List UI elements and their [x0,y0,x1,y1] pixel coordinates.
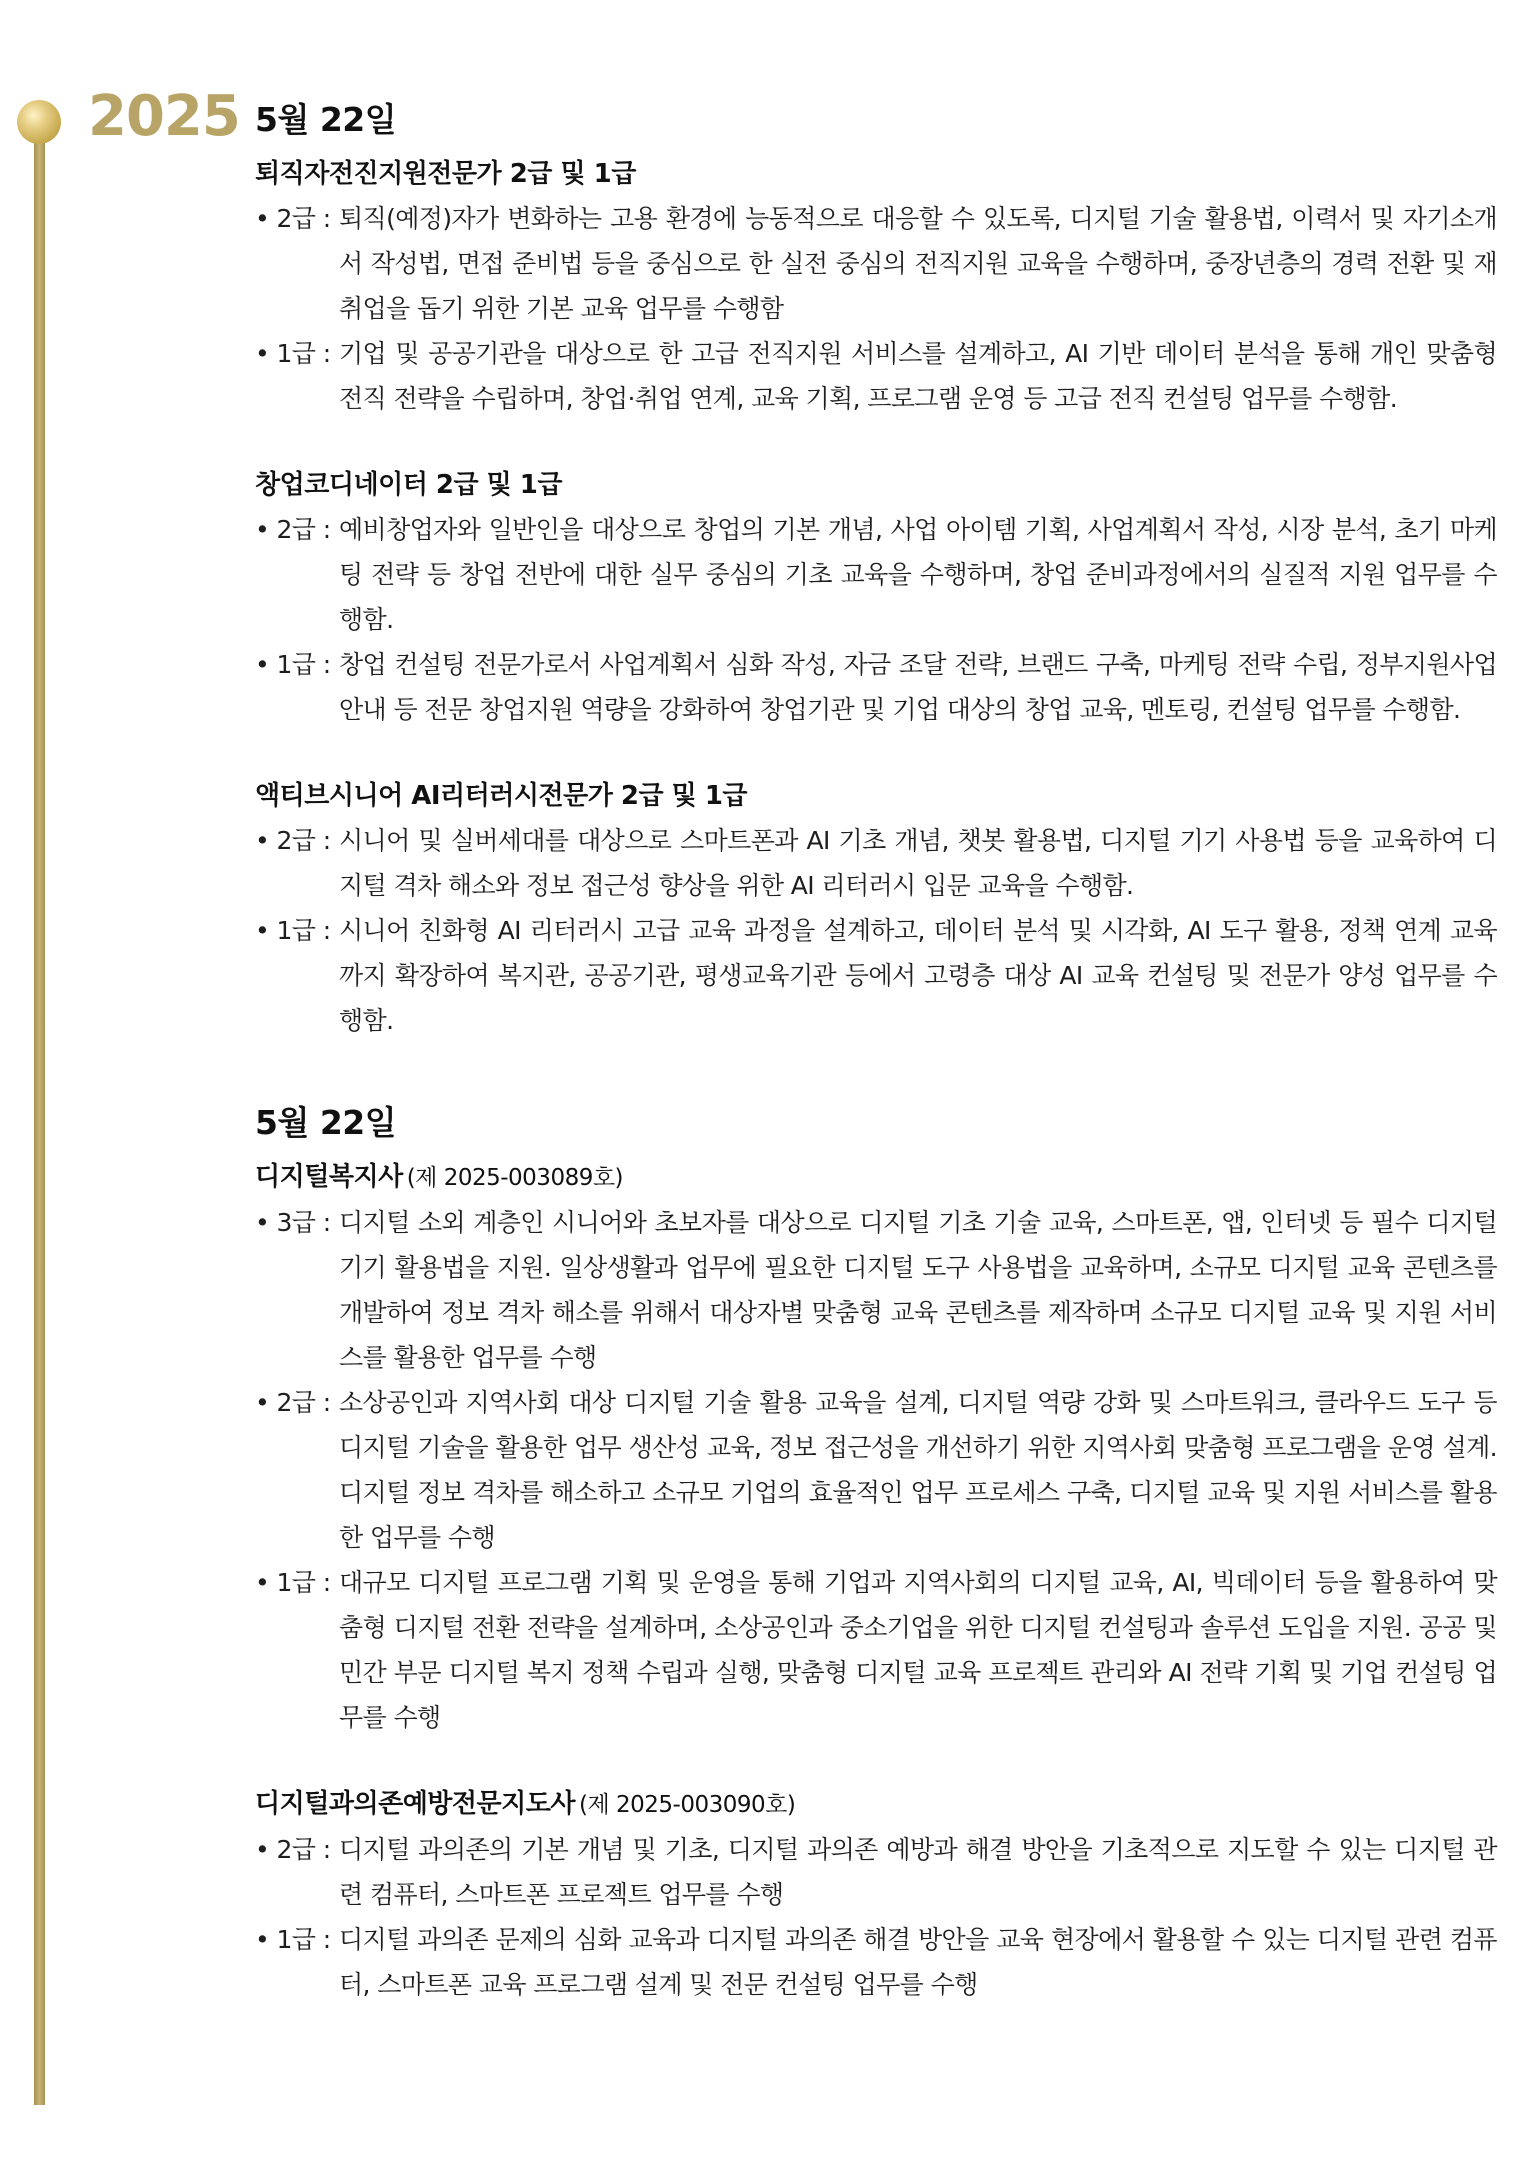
grade-description: 기업 및 공공기관을 대상으로 한 고급 전직지원 서비스를 설계하고, AI 기반 데이터 분석을 통해 개인 맞춤형 전직 전략을 수립하며, 창업·취업 연계, 교육 기획, 프로그램 운영 등 고급 전직 컨설팅 업무를 수행함. [339,339,1497,413]
grade-description: 소상공인과 지역사회 대상 디지털 기술 활용 교육을 설계, 디지털 역량 강화 및 스마트워크, 클라우드 도구 등 디지털 기술을 활용한 업무 생산성 교육, 정보 접근성을 개선하기 위한 지역사회 맞춤형 프로그램을 운영 설계. 디지털 정보 격차를 해소하고 소규모 기업의 효율적인 업무 프로세스 구축, 디지털 교육 및 지원 서비스를 활용한 업무를 수행 [339,1388,1497,1552]
grade-item [255,1200,1497,1380]
grade-item [255,1380,1497,1560]
grade-item [255,1560,1497,1740]
certification-section [255,1155,1497,1740]
grade-item [255,507,1497,642]
grade-label: • 2급 : [255,826,331,855]
section-title [255,1782,1497,1827]
grade-description: 예비창업자와 일반인을 대상으로 창업의 기본 개념, 사업 아이템 기획, 사업계획서 작성, 시장 분석, 초기 마케팅 전략 등 창업 전반에 대한 실무 중심의 기초 교육을 수행하며, 창업 준비과정에서의 실질적 지원 업무를 수행함. [339,515,1497,634]
date-group [255,96,1497,1043]
section-title-text: 퇴직자전진지원전문가 2급 및 1급 [255,159,636,189]
grade-label: • 2급 : [255,204,331,233]
grade-label: • 1급 : [255,339,331,368]
grade-label: • 2급 : [255,1388,331,1417]
section-title-text: 액티브시니어 AI리터러시전문가 2급 및 1급 [255,781,748,811]
grade-label: • 1급 : [255,1568,331,1597]
grade-label: • 1급 : [255,1925,331,1954]
date-group [255,1099,1497,2007]
grade-item [255,818,1497,908]
grade-description: 시니어 및 실버세대를 대상으로 스마트폰과 AI 기초 개념, 챗봇 활용법, 디지털 기기 사용법 등을 교육하여 디지털 격차 해소와 정보 접근성 향상을 위한 AI 리터러시 입문 교육을 수행함. [339,826,1497,900]
grade-description: 디지털 소외 계층인 시니어와 초보자를 대상으로 디지털 기초 기술 교육, 스마트폰, 앱, 인터넷 등 필수 디지털 기기 활용법을 지원. 일상생활과 업무에 필요한 디지털 도구 사용법을 교육하며, 소규모 디지털 교육 콘텐츠를 개발하여 정보 격차 해소를 위해서 대상자별 맞춤형 교육 콘텐츠를 제작하며 소규모 디지털 교육 및 지원 서비스를 활용한 업무를 수행 [339,1208,1497,1372]
grade-item [255,642,1497,732]
grade-description: 퇴직(예정)자가 변화하는 고용 환경에 능동적으로 대응할 수 있도록, 디지털 기술 활용법, 이력서 및 자기소개서 작성법, 면접 준비법 등을 중심으로 한 실전 중심의 전직지원 교육을 수행하며, 중장년층의 경력 전환 및 재취업을 돕기 위한 기본 교육 업무를 수행함 [339,204,1497,323]
registration-number: (제 2025-003089호) [406,1165,624,1191]
grade-description: 디지털 과의존의 기본 개념 및 기초, 디지털 과의존 예방과 해결 방안을 기초적으로 지도할 수 있는 디지털 관련 컴퓨터, 스마트폰 프로젝트 업무를 수행 [339,1835,1497,1909]
grade-item [255,196,1497,331]
grade-label: • 1급 : [255,916,331,945]
grade-label: • 1급 : [255,650,331,679]
section-title [255,152,1497,196]
year-label: 2025 [88,84,240,149]
grade-label: • 2급 : [255,1835,331,1864]
certification-section [255,152,1497,421]
certification-section [255,1782,1497,2007]
certification-section [255,463,1497,732]
timeline-line [34,128,45,2105]
section-title-text: 디지털복지사 [255,1162,403,1192]
registration-number: (제 2025-003090호) [579,1792,796,1818]
grade-description: 대규모 디지털 프로그램 기획 및 운영을 통해 기업과 지역사회의 디지털 교육, AI, 빅데이터 등을 활용하여 맞춤형 디지털 전환 전략을 설계하며, 소상공인과 중소기업을 위한 디지털 컨설팅과 솔루션 도입을 지원. 공공 및 민간 부문 디지털 복지 정책 수립과 실행, 맞춤형 디지털 교육 프로젝트 관리와 AI 전략 기획 및 기업 컨설팅 업무를 수행 [339,1568,1497,1732]
section-title [255,1155,1497,1200]
date-heading: 5월 22일 [255,100,397,139]
timeline-content [255,96,1497,2049]
section-title [255,463,1497,507]
grade-description: 시니어 친화형 AI 리터러시 고급 교육 과정을 설계하고, 데이터 분석 및 시각화, AI 도구 활용, 정책 연계 교육까지 확장하여 복지관, 공공기관, 평생교육기관 등에서 고령층 대상 AI 교육 컨설팅 및 전문가 양성 업무를 수행함. [339,916,1497,1035]
grade-label: • 3급 : [255,1208,331,1237]
grade-item [255,331,1497,421]
grade-item [255,1917,1497,2007]
grade-description: 디지털 과의존 문제의 심화 교육과 디지털 과의존 해결 방안을 교육 현장에서 활용할 수 있는 디지털 관련 컴퓨터, 스마트폰 교육 프로그램 설계 및 전문 컨설팅 업무를 수행 [339,1925,1497,1999]
section-title-text: 창업코디네이터 2급 및 1급 [255,470,562,500]
grade-item [255,1827,1497,1917]
timeline-dot [17,100,61,144]
date-heading: 5월 22일 [255,1103,397,1142]
section-title-text: 디지털과의존예방전문지도사 [255,1789,576,1819]
section-title [255,774,1497,818]
grade-item [255,908,1497,1043]
certification-section [255,774,1497,1043]
grade-description: 창업 컨설팅 전문가로서 사업계획서 심화 작성, 자금 조달 전략, 브랜드 구축, 마케팅 전략 수립, 정부지원사업 안내 등 전문 창업지원 역량을 강화하여 창업기관 및 기업 대상의 창업 교육, 멘토링, 컨설팅 업무를 수행함. [339,650,1497,724]
grade-label: • 2급 : [255,515,331,544]
